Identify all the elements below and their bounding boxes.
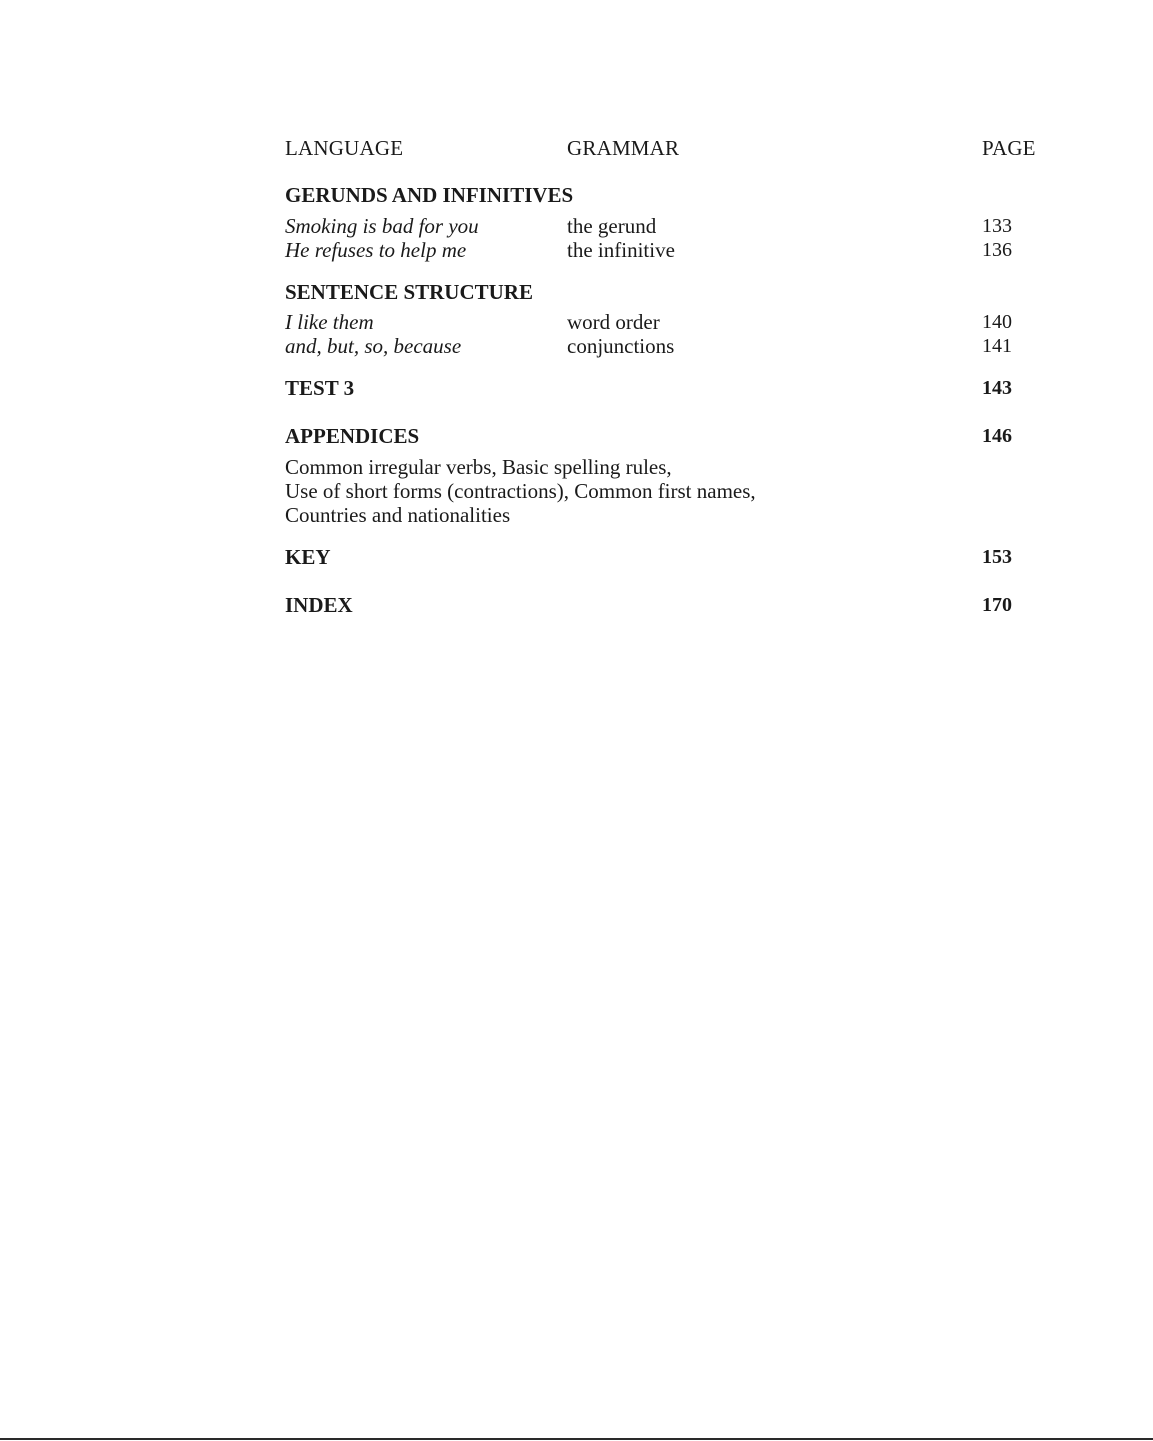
section-page-index: 170 <box>982 594 1012 616</box>
bottom-edge-rule <box>0 1438 1153 1440</box>
header-grammar: GRAMMAR <box>567 136 680 160</box>
row-language: I like them <box>285 310 374 334</box>
section-title-index: INDEX <box>285 593 353 617</box>
row-grammar: the gerund <box>567 214 657 238</box>
section-page-test-3: 143 <box>982 377 1012 399</box>
row-language: and, but, so, because <box>285 334 462 358</box>
section-title-gerunds: GERUNDS AND INFINITIVES <box>285 183 574 207</box>
row-grammar: the infinitive <box>567 238 675 262</box>
row-grammar: conjunctions <box>567 334 675 358</box>
section-title-appendices: APPENDICES <box>285 424 420 448</box>
row-page: 133 <box>982 215 1012 237</box>
section-page-appendices: 146 <box>982 425 1012 447</box>
section-title-key: KEY <box>285 545 331 569</box>
row-language: He refuses to help me <box>285 238 467 262</box>
row-page: 136 <box>982 239 1012 261</box>
section-title-test-3: TEST 3 <box>285 376 355 400</box>
section-title-sentence-structure: SENTENCE STRUCTURE <box>285 280 533 304</box>
appendices-line: Countries and nationalities <box>285 503 511 527</box>
appendices-line: Use of short forms (contractions), Common first names, <box>285 479 756 503</box>
header-page: PAGE <box>982 136 1036 160</box>
row-language: Smoking is bad for you <box>285 214 479 238</box>
row-grammar: word order <box>567 310 660 334</box>
section-page-key: 153 <box>982 546 1012 568</box>
appendices-line: Common irregular verbs, Basic spelling rules, <box>285 455 672 479</box>
row-page: 141 <box>982 335 1012 357</box>
header-language: LANGUAGE <box>285 136 404 160</box>
row-page: 140 <box>982 311 1012 333</box>
